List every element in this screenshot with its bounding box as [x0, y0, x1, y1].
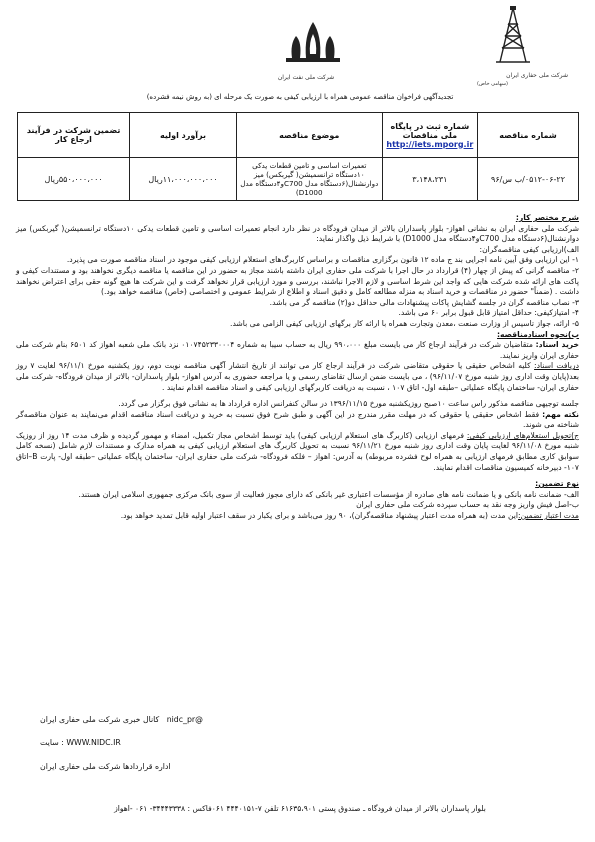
cell-guarantee: ۵۵۰،۰۰۰،۰۰۰ریال: [18, 158, 130, 201]
receive-title: دریافت اسناد:: [534, 361, 579, 371]
purchase-paragraph: [16, 340, 579, 361]
item-3: ۳- نصاب مناقصه گران در جلسه گشایش پاکات پیشنهادات مالی حداقل دو(۲) مناقصه گر می باشد.: [269, 297, 579, 307]
item-2: ۲- مناقصه گرانی که پیش از چهار (۴) قرارداد در حال اجرا با شرکت ملی حفاری ایران داشته باشند مجاز به حضور در این مناقصه یا مناقصه دیگری نخواهند بود و مستندات کیفی و پاکت های ارائه شده شرکت هایی که واجد این شرط اساسی و لازم الاجرا نباشند، بررسی و مورد ارزیابی قرار نخواهد گرفت و این شرکت ها هیچ گونه حقی برای اعتراض نخواهند داشت . (ضمناً" حضور در مناقصات و خرید اسناد به منزله مطالعه کامل و دقیق اسناد و اطلاع از شرایط عمومی و اختصاصی (خاص) مناقصه خواهد بود.): [16, 265, 579, 297]
channel-id[interactable]: @nidc_pr: [166, 715, 203, 724]
receive-paragraph: [16, 361, 579, 393]
item-1: ۱- این ارزیابی وفق آیین نامه اجرایی بند ج ماده ۱۲ قانون برگزاری مناقصات و براساس کاربرگ‌های استعلام ارزیابی کیفی موجود در اسناد مناقصه صورت می پذیرد.: [66, 255, 579, 265]
guarantee-b: ب-اصل فیش واریز وجه نقد به حساب سپرده شرکت ملی حفاری ایران: [356, 500, 579, 510]
nioc-logo: [282, 14, 344, 64]
guarantee-title: نوع تضمین:: [535, 479, 579, 489]
col-guarantee: تضمین شرکت در فرآیند ارجاع کار: [18, 113, 130, 158]
site-label: : سایت: [40, 738, 64, 747]
portal-link[interactable]: http://iets.mporg.ir: [386, 139, 474, 149]
site-url[interactable]: WWW.NIDC.IR: [66, 738, 121, 747]
section-a-title: الف)ارزیابی کیفی مناقصه‌گران:: [479, 244, 579, 254]
receive-text: کلیه اشخاص حقیقی یا حقوقی متقاضی شرکت در فرآیند ارجاع کار می توانند از تاریخ انتشار آگهی مناقصه نوبت دوم، روز یکشنبه مورخ ۹۶/۱۱/۱ لغایت ۷ روز بعد(پایان وقت اداری روز شنبه مورخ ۹۶/۱۱/۰۷) ، می بایست ضمن ارسال تقاضای رسمی و یا مراجعه حضوری به آدرس اهواز- بلوار پاسداران- بالاتر از میدان فرودگاه- شرکت ملی حفاری ایران- ساختمان پایگاه عملیاتی –طبقه اول- اتاق ۱۰۷ ، نسبت به دریافت کاربرگهای ارزیابی کیفی و اسناد مناقصه اقدام نمایند .: [16, 361, 579, 392]
cell-subject: تعمیرات اساسی و تامین قطعات یدکی ۱۰دستگاه ترانسمیشن( گیربکس) میز دوارنشنال(۶دستگاه مدل C700و۴دستگاه مدل D1000): [236, 158, 382, 201]
drilling-company-name: شرکت ملی حفاری ایران: [506, 72, 568, 79]
validity-title: مدت اعتبار تضمین:: [518, 511, 579, 521]
meeting-text: جلسه توجیهی مناقصه مذکور راس ساعت ۱۰صبح روزیکشنبه مورخ ۱۳۹۶/۱۱/۱۵ در سالن کنفرانس اداره قرارداد ها به نشانی فوق برگزار می گردد.: [118, 399, 579, 409]
section-b-title: ب)نحوه اسنادمناقصه:: [497, 329, 579, 339]
delivery-paragraph: [16, 431, 579, 473]
note-title: نکته مهم:: [542, 409, 579, 419]
contracts-office: اداره قراردادها شرکت ملی حفاری ایران: [40, 762, 171, 771]
purchase-text: متقاضیان شرکت در فرآیند ارجاع کار می بایست مبلغ ۹۹۰،۰۰۰ ریال به حساب سیبا به شماره ۰۱۰۷۴۵۲۳۳۰۰۰۴ نزد بانک ملی شعبه اهواز کد ۶۵۰۱ بنام شرکت ملی حفاری ایران واریز نمایند.: [16, 340, 579, 360]
note-text: فقط اشخاص حقیقی یا حقوقی که در مهلت مقرر مندرج در این آگهی و طبق شرح فوق نسبت به خرید و دریافت اسناد مناقصه اقدام می‌نمایند به عنوان مناقصه‌گر شناخته می شوند.: [16, 409, 579, 430]
note-paragraph: [16, 410, 579, 431]
validity-text: این مدت (به همراه مدت اعتبار پیشنهاد مناقصه‌گران)، ۹۰ روز می‌باشد و برای یکبار در سقف اعتبار اولیه قابل تمدید خواهد بود.: [120, 511, 519, 521]
purchase-title: خرید اسناد:: [535, 340, 579, 350]
summary-text: شرکت ملی حفاری ایران به نشانی اهواز- بلوار پاسداران بالاتر از میدان فرودگاه در نظر دارد انجام تعمیرات اساسی و تامین قطعات یدکی ۱۰دستگاه ترانسمیشن( گیربکس) میز دوارنشنال(۶دستگاه مدل C700و۴دستگاه مدل D1000) با شرایط ذیل واگذار نماید:: [16, 223, 579, 244]
channel-line: [40, 715, 240, 724]
tender-body: [16, 213, 579, 522]
col-portal-number: [382, 113, 477, 158]
channel-label: کانال خبری شرکت ملی حفاری ایران: [40, 715, 160, 724]
address-footer: بلوار پاسداران بالاتر از میدان فرودگاه ـ صندوق پستی ۶۱۶۳۵،۹۰۱ تلفن ۷-۴۴۴۰۱۵۱ ۰۶۱فاکس : ۳۴۴۴۳۳۳۸- ۰۶۱ -اهواز: [114, 804, 486, 813]
item-5: ۵- ارائه، جواز تاسیس از وزارت صنعت ،معدن وتجارت همراه با ارائه کار برگهای ارزیابی کیفی الزامی می باشد.: [230, 318, 579, 328]
tender-table-header-row: [18, 113, 579, 158]
cell-tender-number: ۰۵۱۲-۰۶-۲۲/ب س/۹۶: [478, 158, 579, 201]
col-estimate: برآورد اولیه: [130, 113, 237, 158]
col-portal-number-label: شماره ثبت در پایگاه ملی مناقصات: [390, 121, 470, 140]
tender-table: [17, 112, 579, 201]
col-subject: موضوع مناقصه: [236, 113, 382, 158]
validity-paragraph: [16, 511, 579, 522]
section-c-title: ج)تحویل استعلام‌های ارزیابی کیفی:: [466, 430, 580, 440]
site-line: [40, 738, 240, 747]
drilling-company-sub: (سهامی خاص): [476, 81, 508, 87]
guarantee-a: الف- ضمانت نامه بانکی و یا ضمانت نامه های صادره از مؤسسات اعتباری غیر بانکی که دارای مجوز فعالیت از سوی بانک مرکزی جمهوری اسلامی ایران هستند.: [78, 489, 579, 499]
cell-estimate: ۱۱،۰۰۰،۰۰۰،۰۰۰ریال: [130, 158, 237, 201]
item-4: ۴- امتیازکیفی: حداقل امتیاز قابل قبول برابر ۶۰ می باشد.: [398, 308, 579, 318]
oil-company-name: شرکت ملی نفت ایران: [277, 74, 335, 81]
col-tender-number: شماره مناقصه: [478, 113, 579, 158]
summary-title: شرح مختصر کار:: [515, 213, 579, 222]
nidc-derrick-logo: [488, 6, 538, 66]
table-row: [18, 158, 579, 201]
tender-headline: تجدیدآگهی فراخوان مناقصه عمومی همراه با ارزیابی کیفی به صورت یک مرحله ای (به روش نیمه فشرده): [146, 93, 454, 101]
delivery-text: فرمهای ارزیابی (کاربرگ های استعلام ارزیابی کیفی) باید توسط اشخاص مجاز تکمیل، امضاء و مهمور گردیده و ظرف مدت ۱۴ روز از روزیک شنبه مورخ ۹۶/۱۱/۰۸ لغایت پایان وقت اداری روز شنبه مورخ ۹۶/۱۱/۲۱ نسبت به تحویل کاربرگ های استعلام ارزیابی کیفی به همراه مدارک و مستندات لازم شامل (نسخه کامل سوابق کاری مطابق فرمهای ارزیابی به همراه لوح فشرده مربوطه) به آدرس: اهواز – فلکه فرودگاه- شرکت ملی حفاری ایران- ساختمان پایگاه عملیاتی –طبقه اول- پارت B–اتاق ۱۰۷- دبیرخانه کمیسیون مناقصات اقدام نمایند.: [16, 430, 579, 472]
cell-portal-number: ۳،۱۴۸،۲۳۱: [382, 158, 477, 201]
